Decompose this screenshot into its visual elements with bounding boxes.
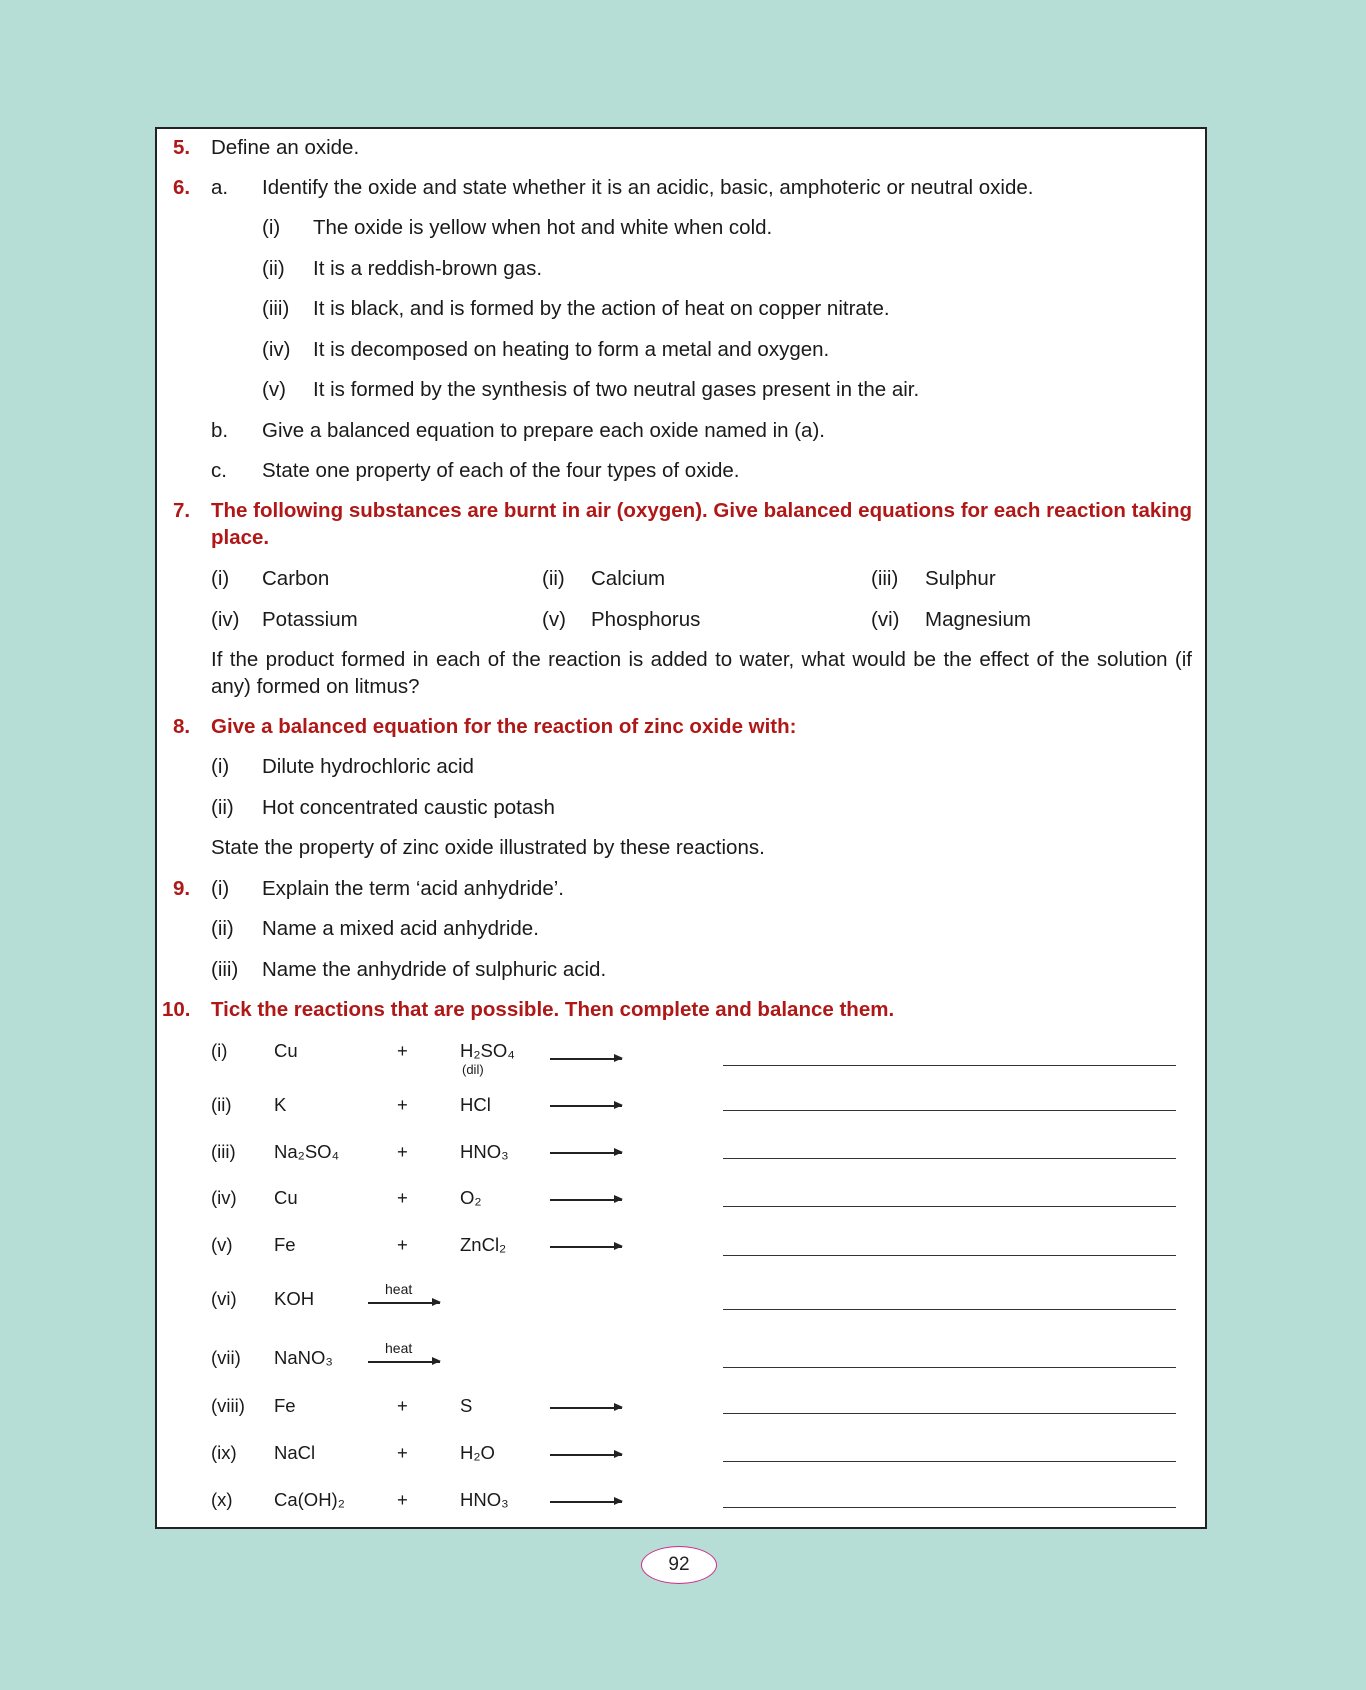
q8-item-text: Dilute hydrochloric acid	[262, 755, 474, 778]
q7-item-text: Potassium	[262, 608, 358, 631]
q7-item-text: Phosphorus	[591, 608, 701, 631]
reactant-1: K	[274, 1094, 287, 1115]
q9-item-text: Name the anhydride of sulphuric acid.	[262, 958, 607, 981]
answer-line[interactable]	[723, 1461, 1176, 1462]
reactant-2: H₂O	[460, 1442, 495, 1463]
q6-number: 6.	[173, 176, 191, 199]
reaction-arrow	[550, 1454, 622, 1456]
dilute-note: (dil)	[462, 1062, 484, 1077]
q8-number: 8.	[173, 715, 191, 738]
plus-sign: +	[397, 1442, 408, 1463]
reactant-1: Cu	[274, 1040, 298, 1061]
q6-item-text: It is a reddish-brown gas.	[313, 257, 543, 280]
reaction-arrow	[550, 1199, 622, 1201]
heat-label: heat	[385, 1281, 413, 1297]
q9-item-label: (iii)	[211, 958, 239, 981]
reactant-1: Fe	[274, 1395, 296, 1416]
reactant-2: HNO₃	[460, 1489, 509, 1510]
heat-label: heat	[385, 1340, 413, 1356]
reaction-arrow	[550, 1407, 622, 1409]
reactant-2: H₂SO₄	[460, 1040, 515, 1061]
q7-item-text: Sulphur	[925, 567, 996, 590]
q6-item-label: (iv)	[262, 338, 291, 361]
q9-item-text: Explain the term ‘acid anhydride’.	[262, 877, 564, 900]
q9-item-label: (i)	[211, 877, 230, 900]
reaction-label: (vi)	[211, 1288, 237, 1309]
q6-item-label: (v)	[262, 378, 286, 401]
answer-line[interactable]	[723, 1367, 1176, 1368]
reactant-2: S	[460, 1395, 473, 1416]
q8-item-label: (ii)	[211, 796, 234, 819]
q9-item-label: (ii)	[211, 917, 234, 940]
q8-item-text: Hot concentrated caustic potash	[262, 796, 555, 819]
plus-sign: +	[397, 1141, 408, 1162]
q9-item-text: Name a mixed acid anhydride.	[262, 917, 539, 940]
q7-item-text: Magnesium	[925, 608, 1031, 631]
q7-item-label: (ii)	[542, 567, 565, 590]
q6-c-text: State one property of each of the four types of oxide.	[262, 459, 740, 482]
q6-a-label: a.	[211, 176, 229, 199]
q9-number: 9.	[173, 877, 191, 900]
q7-item-label: (v)	[542, 608, 566, 631]
answer-line[interactable]	[723, 1206, 1176, 1207]
reaction-arrow	[550, 1058, 622, 1060]
reactant-1: Cu	[274, 1187, 298, 1208]
q7-heading: The following substances are burnt in air (oxygen). Give balanced equations for each reaction taking place.	[211, 499, 1192, 549]
q6-item-text: The oxide is yellow when hot and white when cold.	[313, 216, 773, 239]
worksheet-page	[155, 127, 1207, 1529]
reaction-arrow	[550, 1152, 622, 1154]
q8-item-label: (i)	[211, 755, 230, 778]
reaction-label: (ii)	[211, 1094, 232, 1115]
q5-text: Define an oxide.	[211, 136, 360, 159]
reaction-label: (i)	[211, 1040, 228, 1061]
q6-item-text: It is decomposed on heating to form a metal and oxygen.	[313, 338, 830, 361]
answer-line[interactable]	[723, 1413, 1176, 1414]
q6-item-label: (iii)	[262, 297, 290, 320]
answer-line[interactable]	[723, 1158, 1176, 1159]
q8-heading: Give a balanced equation for the reaction of zinc oxide with:	[211, 715, 797, 738]
q7-item-label: (iv)	[211, 608, 240, 631]
q6-item-label: (i)	[262, 216, 281, 239]
reaction-label: (x)	[211, 1489, 233, 1510]
q8-followup: State the property of zinc oxide illustrated by these reactions.	[211, 836, 765, 859]
q7-item-label: (iii)	[871, 567, 899, 590]
reaction-arrow	[550, 1105, 622, 1107]
reaction-label: (ix)	[211, 1442, 237, 1463]
reaction-arrow	[368, 1302, 440, 1304]
q7-item-text: Calcium	[591, 567, 666, 590]
reactant-1: Na₂SO₄	[274, 1141, 340, 1162]
q7-item-label: (i)	[211, 567, 230, 590]
answer-line[interactable]	[723, 1255, 1176, 1256]
reactant-1: Ca(OH)₂	[274, 1489, 345, 1510]
q6-a-text: Identify the oxide and state whether it is an acidic, basic, amphoteric or neutral oxide.	[262, 176, 1034, 199]
reactant-1: Fe	[274, 1234, 296, 1255]
plus-sign: +	[397, 1187, 408, 1208]
plus-sign: +	[397, 1094, 408, 1115]
reactant-2: HNO₃	[460, 1141, 509, 1162]
q6-b-label: b.	[211, 419, 229, 442]
reaction-label: (iv)	[211, 1187, 237, 1208]
answer-line[interactable]	[723, 1110, 1176, 1111]
reaction-arrow	[368, 1361, 440, 1363]
reaction-label: (viii)	[211, 1395, 245, 1416]
reactant-2: HCl	[460, 1094, 491, 1115]
q5-number: 5.	[173, 136, 191, 159]
reactant-2: ZnCl₂	[460, 1234, 507, 1255]
reaction-arrow	[550, 1501, 622, 1503]
q7-item-label: (vi)	[871, 608, 900, 631]
plus-sign: +	[397, 1489, 408, 1510]
reaction-arrow	[550, 1246, 622, 1248]
q6-item-text: It is formed by the synthesis of two neutral gases present in the air.	[313, 378, 920, 401]
plus-sign: +	[397, 1040, 408, 1061]
reaction-label: (iii)	[211, 1141, 236, 1162]
q6-item-label: (ii)	[262, 257, 285, 280]
q6-b-text: Give a balanced equation to prepare each oxide named in (a).	[262, 419, 825, 442]
q6-item-text: It is black, and is formed by the action of heat on copper nitrate.	[313, 297, 890, 320]
answer-line[interactable]	[723, 1065, 1176, 1066]
reactant-1: NaNO₃	[274, 1347, 333, 1368]
reactant-2: O₂	[460, 1187, 482, 1208]
q7-followup: If the product formed in each of the reaction is added to water, what would be the effect of the solution (if any) formed on litmus?	[211, 648, 1192, 698]
q7-item-text: Carbon	[262, 567, 330, 590]
reaction-label: (vii)	[211, 1347, 241, 1368]
q10-heading: Tick the reactions that are possible. Then complete and balance them.	[211, 998, 895, 1021]
answer-line[interactable]	[723, 1507, 1176, 1508]
plus-sign: +	[397, 1395, 408, 1416]
reactant-1: KOH	[274, 1288, 315, 1309]
reaction-label: (v)	[211, 1234, 233, 1255]
q6-c-label: c.	[211, 459, 227, 482]
q10-number: 10.	[162, 998, 191, 1021]
answer-line[interactable]	[723, 1309, 1176, 1310]
plus-sign: +	[397, 1234, 408, 1255]
q7-number: 7.	[173, 499, 191, 522]
reactant-1: NaCl	[274, 1442, 316, 1463]
page-number: 92	[641, 1546, 717, 1584]
